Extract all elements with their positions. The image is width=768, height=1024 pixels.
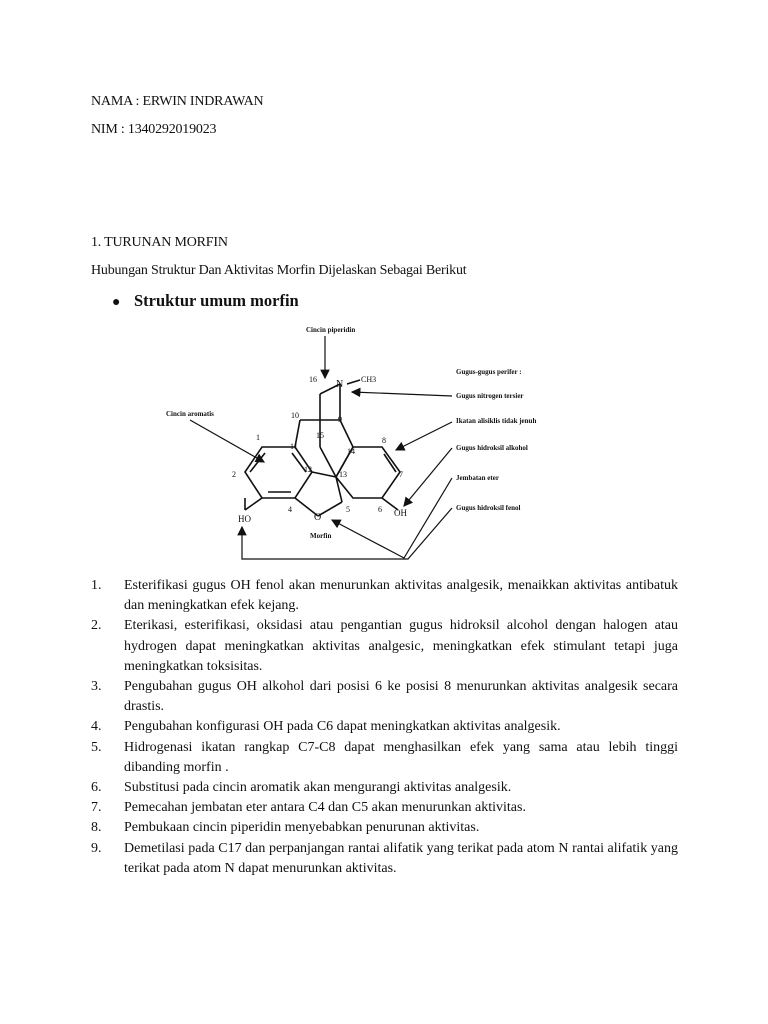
atom-o: O [314,512,322,523]
atom-ho: HO [238,514,251,524]
atom-ch3: CH3 [361,375,377,384]
list-item: 6. Substitusi pada cincin aromatik akan mengurangi aktivitas analgesik. [91,780,512,796]
label-ikatan: Ikatan alisiklis tidak jenuh [456,417,537,425]
num-9: 9 [338,415,342,424]
num-7: 7 [399,470,403,479]
student-name: NAMA : ERWIN INDRAWAN [91,94,264,109]
arrow-alkohol [404,448,452,506]
num-6: 6 [378,505,382,514]
section-title: 1. TURUNAN MORFIN [91,235,228,250]
num-16: 16 [309,375,317,384]
label-nitrogen: Gugus nitrogen tersier [456,392,524,400]
label-aromatis: Cincin aromatis [166,410,214,418]
section-intro: Hubungan Struktur Dan Aktivitas Morfin Dijelaskan Sebagai Berikut [91,263,467,278]
num-1: 1 [256,433,260,442]
sar-rules-list [91,576,678,879]
morphine-structure-svg [160,322,560,567]
list-item: 5. Hidrogenasi ikatan rangkap C7-C8 dapat menghasilkan efek yang sama atau lebih tinggi dibanding morfin . [91,739,678,775]
bullet-dot-icon: ● [112,295,121,310]
num-12: 12 [304,465,312,474]
bullet-heading-text: Struktur umum morfin [134,291,299,310]
list-item: 2. Eterikasi, esterifikasi, oksidasi atau pengantian gugus hidroksil alcohol dengan halogen atau hydrogen dapat meningkatkan aktivitas analgesic, meningkatkan efek stimulant tetapi juga meningkatkan toksisitas. [91,618,678,674]
num-11: 11 [290,442,298,451]
bullet-heading [112,291,299,311]
label-fenol: Gugus hidroksil fenol [456,504,521,512]
num-13: 13 [339,470,347,479]
list-item: 1. Esterifikasi gugus OH fenol akan menurunkan aktivitas analgesik, menaikkan aktivitas antibatuk dan meningkatkan efek kejang. [91,578,678,614]
num-2: 2 [232,470,236,479]
num-5: 5 [346,505,350,514]
morphine-structure-diagram [160,322,560,572]
num-14: 14 [347,447,355,456]
arrow-aromatis [190,420,264,462]
num-4: 4 [288,505,292,514]
list-item: 9. Demetilasi pada C17 dan perpanjangan rantai alifatik yang terikat pada atom N rantai alifatik yang terikat pada atom N dapat menurunkan aktivitas. [91,840,678,876]
atom-n: N [336,379,344,390]
list-item: 7. Pemecahan jembatan eter antara C4 dan C5 akan menurunkan aktivitas. [91,800,526,816]
arrow-fenol [242,508,452,559]
label-perifer: Gugus-gugus perifer : [456,368,522,376]
molecule-bonds [245,380,400,516]
atom-numbers [232,375,403,514]
label-eter: Jembatan eter [456,474,499,482]
list-item: 8. Pembukaan cincin piperidin menyebabkan penurunan aktivitas. [91,820,480,836]
arrow-ikatan [396,422,452,450]
label-piperidin: Cincin piperidin [306,326,356,334]
list-item: 3. Pengubahan gugus OH alkohol dari posisi 6 ke posisi 8 menurunkan aktivitas analgesik secara drastis. [91,679,678,715]
num-10: 10 [291,411,299,420]
arrow-eter [332,478,452,558]
num-8: 8 [382,436,386,445]
atom-labels [238,375,407,524]
list-item: 4. Pengubahan konfigurasi OH pada C6 dapat meningkatkan aktivitas analgesik. [91,719,561,735]
caption-morfin: Morfin [310,532,332,540]
atom-oh: OH [394,508,407,518]
num-15: 15 [316,431,324,440]
label-alkohol: Gugus hidroksil alkohol [456,444,528,452]
annotation-labels [166,326,536,540]
arrow-nitrogen [352,392,452,396]
student-nim: NIM : 1340292019023 [91,122,217,137]
